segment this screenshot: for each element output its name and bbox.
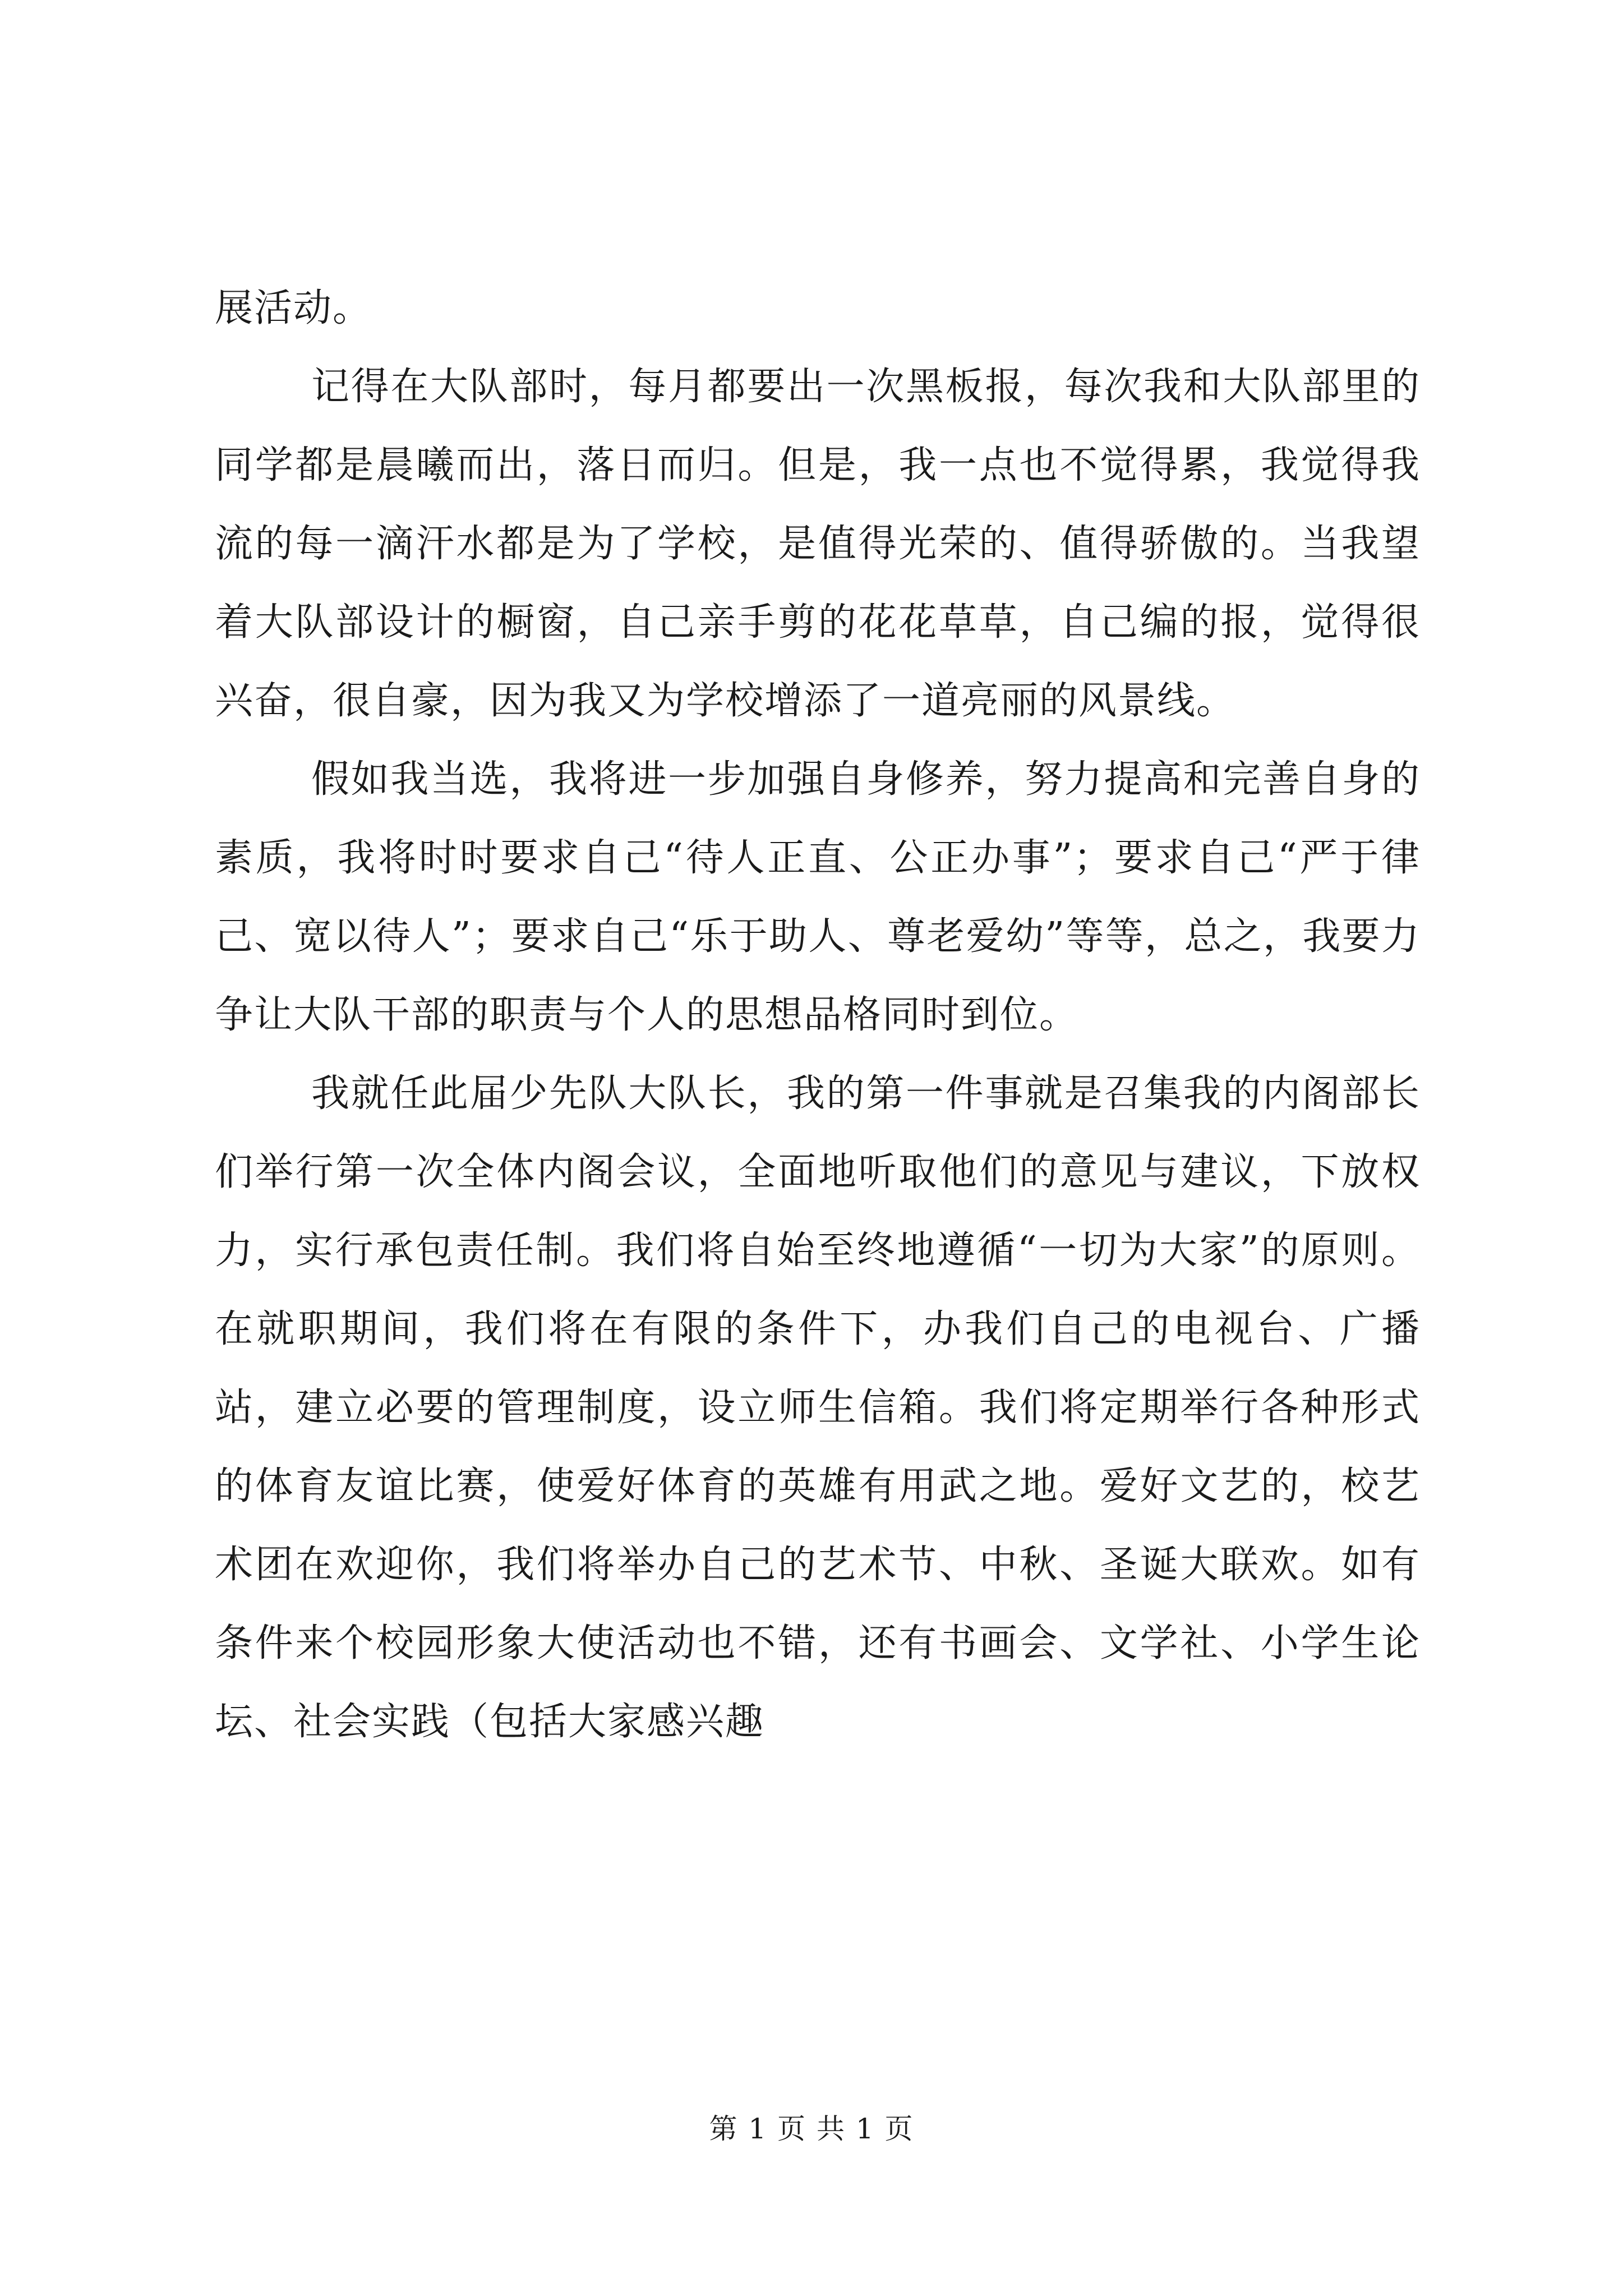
paragraph-blackboard: 记得在大队部时，每月都要出一次黑板报，每次我和大队部里的同学都是晨曦而出，落日而归。但是，我一点也不觉得累，我觉得我流的每一滴汗水都是为了学校，是值得光荣的、值得骄傲的。当我望着大队部设计的橱窗，自己亲手剪的花花草草，自己编的报，觉得很兴奋，很自豪，因为我又为学校增添了一道亮丽的风景线。 xyxy=(215,365,1421,723)
paragraph-continuation: 展活动。 xyxy=(215,286,372,330)
document-body xyxy=(215,269,1421,1761)
paragraph-plans: 我就任此届少先队大队长，我的第一件事就是召集我的内阁部长们举行第一次全体内阁会议，全面地听取他们的意见与建议，下放权力，实行承包责任制。我们将自始至终地遵循“一切为大家”的原则。在就职期间，我们将在有限的条件下，办我们自己的电视台、广播站，建立必要的管理制度，设立师生信箱。我们将定期举行各种形式的体育友谊比赛，使爱好体育的英雄有用武之地。爱好文艺的，校艺术团在欢迎你，我们将举办自己的艺术节、中秋、圣诞大联欢。如有条件来个校园形象大使活动也不错，还有书画会、文学社、小学生论坛、社会实践（包括大家感兴趣 xyxy=(215,1071,1421,1744)
page-footer: 第 1 页 共 1 页 xyxy=(709,2113,914,2145)
paragraph-if-elected: 假如我当选，我将进一步加强自身修养，努力提高和完善自身的素质，我将时时要求自己“待人正直、公正办事”；要求自己“严于律己、宽以待人”；要求自己“乐于助人、尊老爱幼”等等，总之，我要力争让大队干部的职责与个人的思想品格同时到位。 xyxy=(215,757,1421,1037)
